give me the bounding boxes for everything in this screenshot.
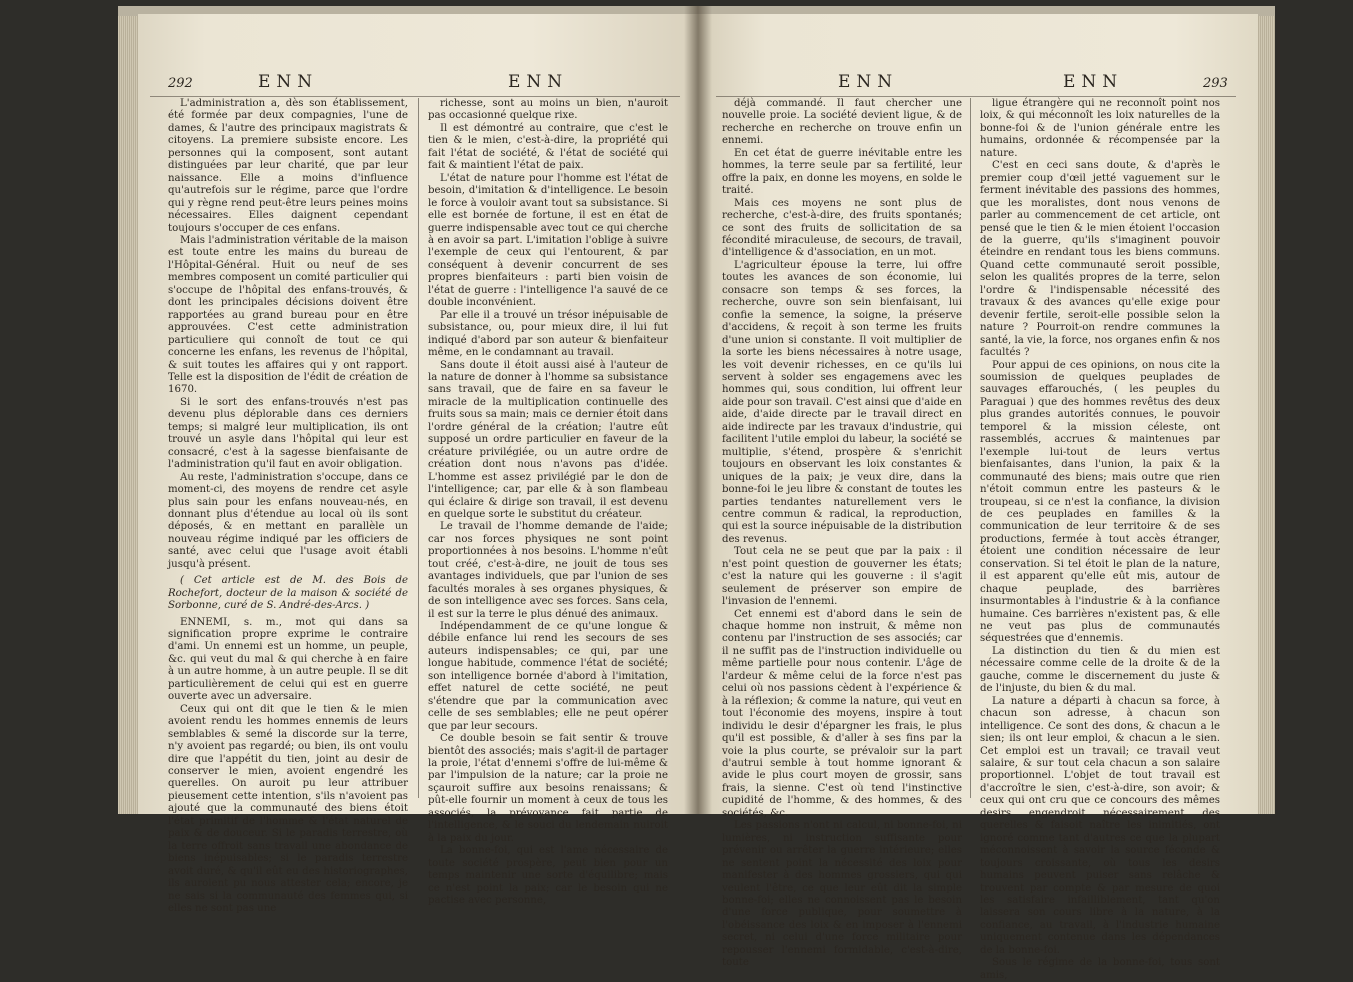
paragraph: Les passions n'ont ni calcul, ni bonne-foi, ni lumières, ni instruction suffisante pour prévenir ou arrêter la guerre intérieure; elles ne sentent point la nécessité des loix pour manifester à des hommes grossiers, qui qui veulent l'être, ce que leur eût dit la simple bonne-foi; elles ne connoissent pas le besoin d'une force publique, pour soumettre à l'obéissance des loix & en imposer à l'ennemi secret, ni celui d'une force militaire pour repousser l'ennemi formidable, c'est-à-dire, toute — [722, 820, 962, 969]
paragraph: En cet état de guerre inévitable entre les hommes, la terre seule par sa fertilité, leur offre la paix, en donne les moyens, en solde le traité. — [722, 147, 962, 197]
page-edges-left — [118, 16, 140, 814]
paragraph: richesse, sont au moins un bien, n'auroit pas occasionné quelque rixe. — [428, 98, 668, 122]
paragraph: Pour appui de ces opinions, on nous cite la soumission de quelques peuplades de sauvages effarouchés, ( les peuples du Paraguai ) que des hommes revêtus des deux plus grandes autorités connues, le pouvoir temporel & la mission céleste, ont rassemblés, accrues & maintenues par l'exemple lui-tout de leurs vertus bienfaisantes, dans l'union, la paix & la communauté des biens; mais outre que rien n'étoit commun entre les pasteurs & le troupeau, si ce n'est la confiance, la division de ces peuplades en familles & la communication de leur territoire & de ses productions, fermée à tout accès étranger, étoient une condition nécessaire de leur conservation. Si tel étoit le plan de la nature, il est apparent qu'elle eût mis, autour de chaque peuplade, des barrières insurmontables à l'industrie & à la confiance humaine. Ces barrières n'existent pas, & elle ne veut pas plus de communautés séquestrées que d'ennemis. — [980, 359, 1220, 645]
header-rule — [150, 96, 680, 97]
column-rule — [970, 98, 971, 798]
paragraph: Si le sort des enfans-trouvés n'est pas devenu plus déplorable dans ces derniers temps; si malgré leur multiplication, ils ont trouvé un asyle dans l'hôpital qui leur est consacré, c'est à la sagesse bienfaisante de l'administration qu'il faut en avoir obligation. — [168, 396, 408, 471]
paragraph: La nature a départi à chacun sa force, à chacun son adresse, à chacun son intelligence. Ce sont des dons, & chacun a le sien; ils ont leur emploi, & chacun a le sien. Cet emploi est un travail; ce travail veut salaire, & sur tout cela chacun a son salaire proportionnel. L'objet de tout travail est d'accroître le sien, c'est-à-dire, son avoir; & ceux qui ont cru que ce concours des mêmes desirs engendroit nécessairement des querelles & faisoit naître les inimitiés, ont ignoré comme tant d'autres ce que la plupart méconnoissent à savoir la source féconde & toujours croissante, où tous les desirs humains peuvent puiser sans relâche & trouvent par compte & par mesure de quoi les satisfaire infailliblement, tant qu'on laissera son cours libre à la nature, à la confiance, au travail, à l'industrie humaine uniquement contenue dans les dépendances de la bonne-foi. — [980, 695, 1220, 956]
page-number: 293 — [1203, 76, 1228, 91]
paragraph: Sous le régime de la bonne-foi, tous sont amis, — [980, 957, 1220, 981]
paragraph: Il est démontré au contraire, que c'est le tien & le mien, c'est-à-dire, la propriété qui fait l'état de société, & l'état de société qui fait & maintient l'état de paix. — [428, 122, 668, 172]
column-rule — [418, 98, 419, 798]
running-head-left: ENN — [258, 72, 319, 92]
paragraph: déjà commandé. Il faut chercher une nouvelle proie. La société devient ligue, & de recherche en recherche on trouve enfin un ennemi. — [722, 98, 962, 147]
paragraph: Au reste, l'administration s'occupe, dans ce moment-ci, des moyens de rendre cet asyle plus sain pour les enfans nouveau-nés, en donnant plus d'étendue au local où ils sont déposés, & en mettant en parallèle un nouveau régime indiqué par les officiers de santé, avec celui que l'usage avoit établi jusqu'à présent. — [168, 471, 408, 570]
page-edges-right — [1255, 16, 1275, 814]
article-ennemi: ENNEMI, s. m., mot qui dans sa signification propre exprime le contraire d'ami. Un ennemi est un homme, un peuple, &c. qui veut du mal & qui cherche à en faire à un autre homme, à un autre peuple. Il se dit particulièrement de celui qui est en guerre ouverte avec un adversaire. — [168, 616, 408, 703]
paragraph: ligue étrangère qui ne reconnoît point nos loix, & qui méconnoît les loix naturelles de la bonne-foi & de l'union générale entre les humains, ordonnée & récompensée par la nature. — [980, 98, 1220, 159]
paragraph: Tout cela ne se peut que par la paix : il n'est point question de gouverner les états; c'est la nature qui les gouverne : il s'agit seulement de préserver son empire de l'invasion de l'ennemi. — [722, 546, 962, 608]
paragraph: Cet ennemi est d'abord dans le sein de chaque homme non instruit, & même non contenu par l'instruction de ses associés; car il ne suffit pas de l'instruction individuelle ou même partielle pour nous contenir. L'âge de l'ardeur & même celui de la force n'est pas celui où nos passions cèdent à l'expérience & à la réflexion; & comme la nature, qui veut en tout l'économie des moyens, inspire à tout individu le desir d'épargner les frais, le plus qu'il est possible, & d'aller à ses fins par la voie la plus courte, se prévaloir sur la part d'autrui semble à tout homme ignorant & avide le plus court moyen de grossir, sans frais, la sienne. C'est où tend l'instinctive cupidité de l'homme, & des hommes, & des sociétés, &c. — [722, 608, 962, 819]
paragraph: L'administration a, dès son établissement, été formée par deux compagnies, l'une de dames, & l'autre des principaux magistrats & citoyens. La premiere subsiste encore. Les personnes qui la composent, sont autant distinguées par leur charité, que par leur naissance. Elle a moins d'influence qu'autrefois sur le régime, parce que l'ordre qui y règne rend peut-être leurs peines moins nécessaires. Elles daignent cependant toujours s'occuper de ces enfans. — [168, 98, 408, 234]
paragraph: Le travail de l'homme demande de l'aide; car nos forces physiques ne sont point proportionnées à nos besoins. L'homme n'eût tout créé, c'est-à-dire, ne jouit de tous ses avantages individuels, que par l'union de ses facultés morales à ses organes physiques, & de son intelligence avec ses forces. Sans cela, il est sur la terre le plus dénué des animaux. — [428, 521, 668, 620]
running-head-left: ENN — [838, 72, 899, 92]
book-gutter — [684, 6, 712, 814]
column-2 — [428, 98, 668, 906]
right-page — [698, 14, 1258, 981]
paragraph: L'agriculteur épouse la terre, lui offre toutes les avances de son économie, lui consacre son temps & ses forces, la recherche, ouvre son sein bienfaisant, lui confie la semence, la soigne, la préserve d'accidens, & reçoit à son terme les fruits d'une union si constante. Il voit multiplier de la sorte les biens nécessaires à notre usage, les voit devenir richesses, en ce qu'ils lui servent à solder ses engagemens avec les hommes qui, sous condition, lui offrent leur aide pour son travail. C'est ainsi que d'aide en aide, d'aide directe par le travail direct en aide indirecte par les travaux d'industrie, qui facilitent l'utile emploi du labeur, la société se multiplie, s'étend, prospère & s'enrichit toujours en observant les loix constantes & uniques de la paix; je veux dire, dans la bonne-foi le jeu libre & constant de toutes les parties tendantes naturellement vers le centre commun & radical, la reproduction, qui est la source inépuisable de la distribution des revenus. — [722, 259, 962, 545]
running-head-right: ENN — [508, 72, 569, 92]
left-page — [138, 14, 698, 914]
paragraph: C'est en ceci sans doute, & d'après le premier coup d'œil jetté vaguement sur le ferment inévitable des passions des hommes, que les moralistes, dont nous venons de parler au commencement de cet article, ont pensé que le tien & le mien étoient l'occasion de la guerre, qu'ils s'imaginent pouvoir éteindre en rendant tous les biens communs. Quand cette communauté seroit possible, selon les qualités propres de la terre, selon l'ordre & l'indispensable nécessité des travaux & des avances qu'elle exige pour devenir fertile, seroit-elle possible selon la nature ? Pourroit-on rendre communes la santé, la vie, la force, nos organes enfin & nos facultés ? — [980, 160, 1220, 359]
paragraph: Ce double besoin se fait sentir & trouve bientôt des associés; mais s'agit-il de partager la proie, l'état d'ennemi s'offre de lui-même & par l'impulsion de la nature; car la proie ne sçauroit suffire aux besoins renaissans; & pût-elle fournir un moment à ceux de tous les associés, la prévoyance fait partie de l'intelligence, & le souci du lendemain nuiroit à la paix du jour. — [428, 733, 668, 844]
paragraph: Sans doute il étoit aussi aisé à l'auteur de la nature de donner à l'homme sa subsistance sans travail, que de faire en sa faveur le miracle de la multiplication continuelle des fruits sous sa main; mais ce dernier étoit dans l'ordre général de la création; l'autre eût supposé un ordre particulier en faveur de la créature privilégiée, ou un autre ordre de création dont nous n'avons pas d'idée. L'homme est assez privilégié par le don de l'intelligence; car, par elle & à son flambeau qui éclaire & dirige son travail, il est devenu en quelque sorte le substitut du créateur. — [428, 359, 668, 520]
column-2 — [980, 98, 1220, 981]
paragraph: Ceux qui ont dit que le tien & le mien avoient rendu les hommes ennemis de leurs semblables & semé la discorde sur la terre, n'y avoient pas regardé; ou bien, ils ont voulu dire que l'appétit du tien, joint au desir de conserver le mien, avoient engendré les querelles. On auroit pu leur attribuer pieusement cette intention, s'ils n'avoient pas ajouté que la communauté des biens étoit l'état primitif de l'homme & l'état naturel de paix & de douceur. Si le paradis terrestre, où la terre offroit sans travail une abondance de biens inépuisables; si le paradis terrestre avoit duré, & qu'il eût eu des historiographes, ils auroient pu nous attester cela; encore, je ne sais si la communauté des femmes qui, si elles ne sont pas une — [168, 703, 408, 914]
paragraph: La distinction du tien & du mien est nécessaire comme celle de la droite & de la gauche, comme le discernement du juste & de l'injuste, du bien & du mal. — [980, 645, 1220, 695]
author-note: ( Cet article est de M. des Bois de Rochefort, docteur de la maison & société de Sorbonne, curé de S. André-des-Arcs. ) — [168, 575, 408, 612]
paragraph: L'état de nature pour l'homme est l'état de besoin, d'imitation & d'intelligence. Le besoin le force à vouloir avant tout sa subsistance. Si elle est bornée de fortune, il est en état de guerre indispensable avec tout ce qui cherche à en avoir sa part. L'imitation l'oblige à suivre l'exemple de ceux qui l'entourent, & par conséquent à devenir concurrent de ses propres bienfaiteurs : parti bien voisin de l'état de guerre : l'intelligence l'a sauvé de ce double inconvénient. — [428, 172, 668, 309]
paragraph: Par elle il a trouvé un trésor inépuisable de subsistance, ou, pour mieux dire, il lui fut indiqué d'abord par son auteur & bienfaiteur même, en le condamnant au travail. — [428, 309, 668, 359]
running-head-right: ENN — [1063, 72, 1124, 92]
paragraph: Indépendamment de ce qu'une longue & débile enfance lui rend les secours de ses auteurs indispensables; ce qui, par une longue habitude, commence l'état de société; son intelligence bornée d'abord à l'imitation, effet naturel de cette société, ne peut s'étendre que par la communication avec celle de ses semblables; elle ne peut opérer que par leur secours. — [428, 621, 668, 732]
column-1 — [722, 98, 962, 969]
open-book — [118, 6, 1275, 981]
header-rule — [716, 96, 1236, 97]
paragraph: La bonne-foi, qui est l'ame nécessaire de toute société prospère, peut bien pour un temps maintenir une sorte d'équilibre; mais ce n'est point la paix; car le besoin qui ne pactise avec personne, — [428, 845, 668, 906]
page-number: 292 — [168, 76, 193, 91]
column-1 — [168, 98, 408, 914]
paragraph: Mais l'administration véritable de la maison est toute entre les mains du bureau de l'Hôpital-Général. Huit ou neuf de ses membres composent un comité particulier qui s'occupe de l'hôpital des enfans-trouvés, & dont les principales décisions doivent être rapportées au grand bureau pour en être approuvées. C'est cette administration particuliere qui connoît de tout ce qui concerne les enfans, les revenus de l'hôpital, & suit toutes les affaires qui y ont rapport. Telle est la disposition de l'édit de création de 1670. — [168, 234, 408, 396]
paragraph: Mais ces moyens ne sont plus de recherche, c'est-à-dire, des fruits spontanés; ce sont des fruits de sollicitation de sa fécondité miraculeuse, de secours, de travail, d'intelligence & d'association, en un mot. — [722, 197, 962, 259]
